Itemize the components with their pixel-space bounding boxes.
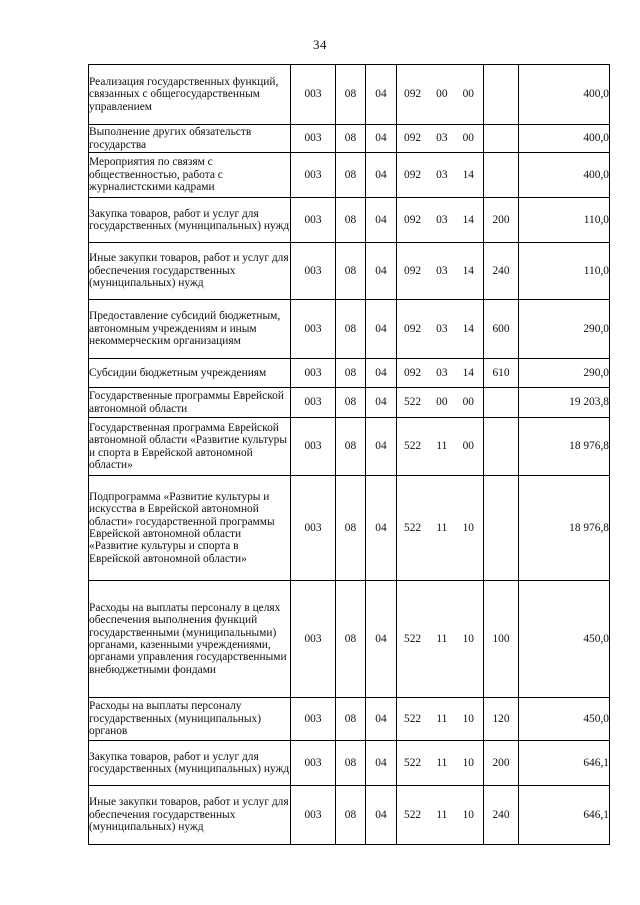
code-subsection: 04 [366,581,397,698]
code-article [397,300,484,359]
code-article [397,786,484,845]
code-article-part: 10 [462,712,474,725]
code-subsection: 04 [366,300,397,359]
table-row [89,388,610,418]
row-name: Государственная программа Еврейской автономной области «Развитие культуры и спорта в Еврейской автономной области» [89,418,291,476]
code-expense-type: 200 [484,741,519,786]
row-name: Субсидии бюджетным учреждениям [89,359,291,388]
amount: 646,1 [519,786,610,845]
code-ministry: 003 [291,300,336,359]
code-subsection: 04 [366,741,397,786]
code-section: 08 [336,125,366,153]
code-subsection: 04 [366,698,397,741]
code-expense-type: 200 [484,198,519,243]
code-article-part: 00 [462,440,474,453]
code-article-part: 522 [404,396,422,409]
code-subsection: 04 [366,359,397,388]
page-number: 34 [313,37,327,52]
code-ministry: 003 [291,581,336,698]
code-expense-type: 240 [484,786,519,845]
code-article-part: 092 [404,132,422,145]
code-expense-type [484,125,519,153]
code-article [397,741,484,786]
code-article-part: 11 [436,712,448,725]
amount: 400,0 [519,65,610,125]
code-article-part: 522 [404,521,422,534]
code-expense-type: 100 [484,581,519,698]
row-name: Расходы на выплаты персоналу государственных (муниципальных) органов [89,698,291,741]
code-section: 08 [336,698,366,741]
code-article [397,581,484,698]
code-expense-type [484,418,519,476]
code-article-part: 092 [404,264,422,277]
code-section: 08 [336,65,366,125]
code-ministry: 003 [291,198,336,243]
code-article-part: 10 [462,756,474,769]
code-article-part: 11 [436,808,448,821]
code-article-part: 092 [404,366,422,379]
code-article-part: 11 [436,756,448,769]
row-name: Мероприятия по связям с общественностью, работа с журналистскими кадрами [89,153,291,198]
code-article [397,476,484,581]
amount: 290,0 [519,300,610,359]
code-subsection: 04 [366,418,397,476]
code-expense-type: 600 [484,300,519,359]
table-row [89,243,610,300]
code-article [397,65,484,125]
code-subsection: 04 [366,476,397,581]
amount: 110,0 [519,198,610,243]
code-ministry: 003 [291,65,336,125]
amount: 400,0 [519,153,610,198]
code-article-part: 03 [436,168,448,181]
code-subsection: 04 [366,153,397,198]
code-section: 08 [336,300,366,359]
code-article [397,125,484,153]
table-row [89,581,610,698]
code-ministry: 003 [291,243,336,300]
code-section: 08 [336,476,366,581]
row-name: Предоставление субсидий бюджетным, автономным учреждениям и иным некоммерческим организациям [89,300,291,359]
code-article-part: 522 [404,808,422,821]
code-ministry: 003 [291,388,336,418]
code-section: 08 [336,581,366,698]
code-expense-type: 610 [484,359,519,388]
code-expense-type [484,153,519,198]
code-article-part: 00 [462,132,474,145]
code-article [397,388,484,418]
table-row [89,698,610,741]
row-name: Выполнение других обязательств государства [89,125,291,153]
code-ministry: 003 [291,153,336,198]
code-section: 08 [336,198,366,243]
code-subsection: 04 [366,198,397,243]
code-article-part: 522 [404,712,422,725]
code-article-part: 03 [436,264,448,277]
table-row [89,198,610,243]
code-section: 08 [336,388,366,418]
amount: 18 976,8 [519,476,610,581]
code-article [397,698,484,741]
code-expense-type [484,388,519,418]
table-row [89,125,610,153]
code-ministry: 003 [291,476,336,581]
code-article-part: 03 [436,132,448,145]
code-article-part: 522 [404,756,422,769]
code-article-part: 092 [404,88,422,101]
code-section: 08 [336,741,366,786]
amount: 450,0 [519,698,610,741]
code-article-part: 092 [404,322,422,335]
code-subsection: 04 [366,243,397,300]
table-row [89,65,610,125]
code-subsection: 04 [366,388,397,418]
code-article-part: 00 [462,396,474,409]
code-section: 08 [336,418,366,476]
code-article-part: 14 [462,366,474,379]
amount: 18 976,8 [519,418,610,476]
table-row [89,153,610,198]
code-expense-type [484,65,519,125]
code-article-part: 14 [462,322,474,335]
code-subsection: 04 [366,125,397,153]
code-ministry: 003 [291,359,336,388]
table-row [89,418,610,476]
code-section: 08 [336,359,366,388]
code-article-part: 00 [436,88,448,101]
code-expense-type [484,476,519,581]
code-article-part: 092 [404,168,422,181]
code-article [397,153,484,198]
code-article-part: 10 [462,521,474,534]
code-article-part: 10 [462,632,474,645]
row-name: Иные закупки товаров, работ и услуг для обеспечения государственных (муниципальных) нужд [89,243,291,300]
budget-table [88,64,610,845]
table-row [89,476,610,581]
code-section: 08 [336,786,366,845]
code-article-part: 11 [436,632,448,645]
row-name: Реализация государственных функций, связанных с общегосударственным управлением [89,65,291,125]
code-article-part: 14 [462,264,474,277]
table-body [89,65,610,845]
row-name: Иные закупки товаров, работ и услуг для обеспечения государственных (муниципальных) нужд [89,786,291,845]
code-ministry: 003 [291,741,336,786]
code-article-part: 522 [404,632,422,645]
amount: 110,0 [519,243,610,300]
code-section: 08 [336,243,366,300]
amount: 450,0 [519,581,610,698]
row-name: Расходы на выплаты персоналу в целях обеспечения выполнения функций государственными (муниципальными) органами, казенными учреждениями, органами управления государственными внебюджетными фондами [89,581,291,698]
row-name: Закупка товаров, работ и услуг для государственных (муниципальных) нужд [89,198,291,243]
code-subsection: 04 [366,65,397,125]
code-article-part: 11 [436,440,448,453]
code-article-part: 03 [436,366,448,379]
code-article-part: 00 [436,396,448,409]
row-name: Закупка товаров, работ и услуг для государственных (муниципальных) нужд [89,741,291,786]
code-expense-type: 240 [484,243,519,300]
code-article [397,359,484,388]
code-ministry: 003 [291,418,336,476]
code-ministry: 003 [291,786,336,845]
code-article-part: 03 [436,213,448,226]
code-article [397,198,484,243]
amount: 400,0 [519,125,610,153]
row-name: Государственные программы Еврейской автономной области [89,388,291,418]
code-expense-type: 120 [484,698,519,741]
table-row [89,786,610,845]
code-article-part: 00 [462,88,474,101]
table-row [89,300,610,359]
amount: 290,0 [519,359,610,388]
code-article [397,418,484,476]
amount: 646,1 [519,741,610,786]
code-article-part: 522 [404,440,422,453]
code-subsection: 04 [366,786,397,845]
table-row [89,741,610,786]
code-article-part: 03 [436,322,448,335]
code-article-part: 092 [404,213,422,226]
amount: 19 203,8 [519,388,610,418]
code-ministry: 003 [291,698,336,741]
code-article-part: 10 [462,808,474,821]
code-article-part: 14 [462,168,474,181]
row-name: Подпрограмма «Развитие культуры и искусства в Еврейской автономной области» государственной программы Еврейской автономной области «Развитие культуры и спорта в Еврейской автономной области» [89,476,291,581]
table-row [89,359,610,388]
code-section: 08 [336,153,366,198]
code-article [397,243,484,300]
code-ministry: 003 [291,125,336,153]
code-article-part: 14 [462,213,474,226]
code-article-part: 11 [436,521,448,534]
